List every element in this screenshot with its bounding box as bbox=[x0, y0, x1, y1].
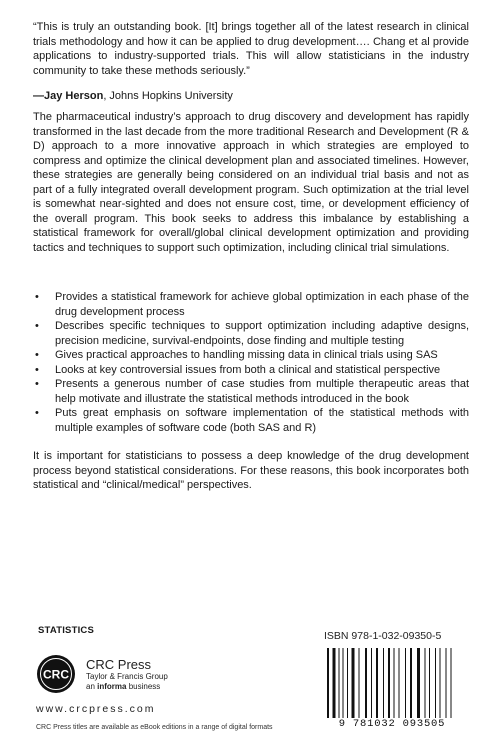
closing-paragraph: It is important for statisticians to possess a deep knowledge of the drug development process beyond statistical considerations. For these reasons, this book incorporates both statistical and “clinical/medical” perspectives. bbox=[33, 450, 469, 492]
isbn-label: ISBN 978-1-032-09350-5 bbox=[324, 630, 442, 642]
feature-text: Provides a statistical framework for achieve global optimization in each phase of the drug development process bbox=[55, 291, 469, 318]
endorsement-quote: “This is truly an outstanding book. [It] brings together all of the latest research in clinical trials methodology and how it can be applied to drug development…. Chang et al provide applications to industry-supported trials. This will allow statisticians in the industry community to take these methods seriously.” bbox=[33, 21, 469, 77]
crc-logo-icon bbox=[36, 654, 76, 694]
bullet-icon: • bbox=[35, 320, 39, 333]
feature-text: Looks at key controversial issues from both a clinical and statistical perspective bbox=[55, 363, 441, 376]
publisher-url: www.crcpress.com bbox=[36, 703, 156, 715]
book-description: The pharmaceutical industry’s approach to drug discovery and development has rapidly transformed in the last decade from the more traditional Research and Development (R & D) approach to a more innovative approach in which strategies are employed to compress and optimize the clinical development plan and associated timelines. However, these strategies are generally being considered on an individual trial basis and not as part of a fully integrated overall development program. Such optimization at the trial level is somewhat near-sighted and does not ensure cost, time, or development efficiency of the overall program. This book seeks to address this imbalance by establishing a statistical framework for overall/global clinical development optimization and providing tactics and techniques to support such optimization, including clinical trial simulations. bbox=[33, 111, 469, 254]
crc-logo-text: CRC bbox=[43, 667, 69, 682]
bullet-icon: • bbox=[35, 378, 39, 391]
feature-item bbox=[33, 406, 469, 435]
feature-item bbox=[33, 348, 469, 363]
feature-text: Gives practical approaches to handling missing data in clinical trials using SAS bbox=[55, 349, 438, 362]
feature-text: Presents a generous number of case studies from multiple therapeutic areas that help motivate and illustrate the statistical methods introduced in the book bbox=[55, 378, 469, 405]
feature-item bbox=[33, 377, 469, 406]
publisher-group: Taylor & Francis Group bbox=[86, 672, 168, 681]
endorsement-affiliation: , Johns Hopkins University bbox=[103, 90, 233, 102]
feature-list bbox=[33, 290, 469, 435]
bullet-icon: • bbox=[35, 349, 39, 362]
feature-text: Puts great emphasis on software implementation of the statistical methods with multiple examples of software code (both SAS and R) bbox=[55, 407, 469, 434]
publisher-block bbox=[36, 650, 276, 720]
bullet-icon: • bbox=[35, 407, 39, 420]
endorsement-author: —Jay Herson bbox=[33, 90, 104, 102]
subject-category: STATISTICS bbox=[38, 625, 95, 636]
feature-item bbox=[33, 363, 469, 378]
feature-text: Describes specific techniques to support optimization including adaptive designs, precision medicine, survival-endpoints, dose finding and multiple testing bbox=[55, 320, 469, 347]
barcode-digits: 9 781032 093505 bbox=[323, 718, 461, 730]
feature-item bbox=[33, 319, 469, 348]
bullet-icon: • bbox=[35, 291, 39, 303]
ebook-footnote: CRC Press titles are available as eBook editions in a range of digital formats bbox=[36, 724, 273, 731]
endorsement-attribution bbox=[33, 89, 233, 103]
feature-item bbox=[33, 290, 469, 319]
publisher-name: CRC Press bbox=[86, 657, 152, 672]
publisher-business: an informa business bbox=[86, 682, 161, 691]
bullet-icon: • bbox=[35, 363, 39, 376]
